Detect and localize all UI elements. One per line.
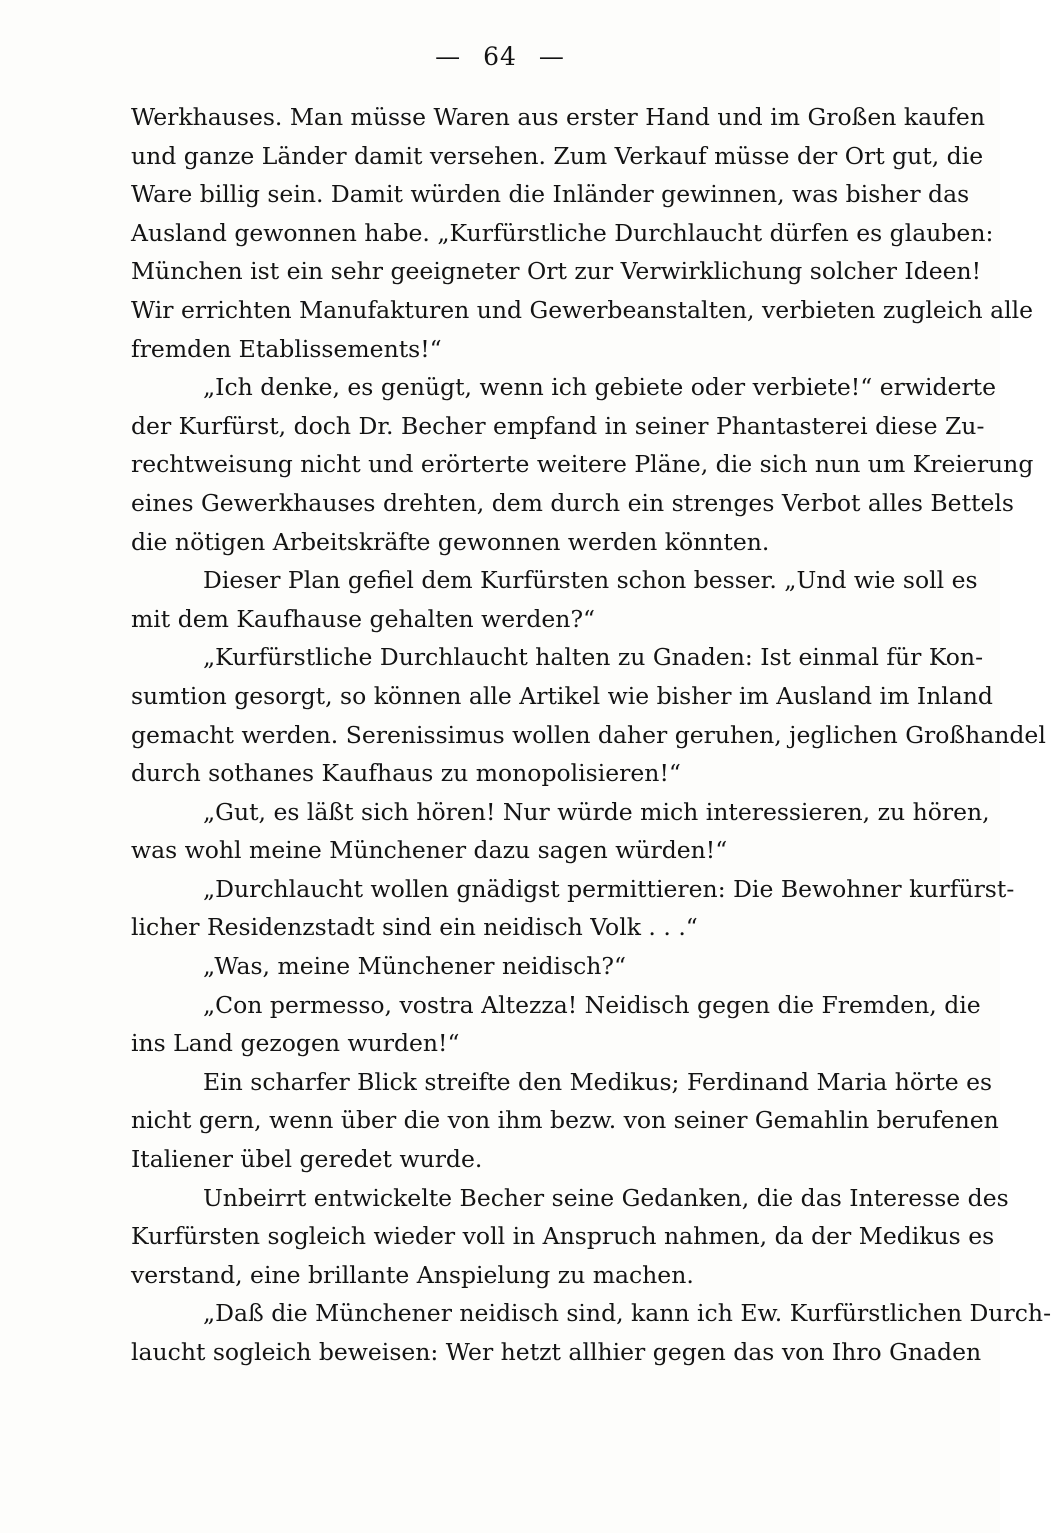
- text-line: gemacht werden. Serenissimus wollen daher geruhen, jeglichen Großhandel: [131, 720, 1046, 749]
- text-line: laucht sogleich beweisen: Wer hetzt allhier gegen das von Ihro Gnaden: [131, 1338, 982, 1366]
- text-line: Werkhauses. Man müsse Waren aus erster Hand und im Großen kaufen: [131, 103, 985, 131]
- text-line: Ware billig sein. Damit würden die Inländer gewinnen, was bisher das: [131, 180, 970, 209]
- text-line: der Kurfürst, doch Dr. Becher empfand in seiner Phantasterei diese Zu-: [131, 411, 985, 440]
- text-line: „Con permesso, vostra Altezza! Neidisch gegen die Fremden, die: [203, 990, 981, 1019]
- text-line: Kurfürsten sogleich wieder voll in Anspruch nahmen, da der Medikus es: [131, 1222, 995, 1251]
- text-line: eines Gewerkhauses drehten, dem durch ein strenges Verbot alles Bettels: [131, 488, 1014, 517]
- paragraph: [131, 870, 1015, 947]
- text-line: nicht gern, wenn über die von ihm bezw. von seiner Gemahlin berufenen: [131, 1106, 999, 1135]
- text-line: „Durchlaucht wollen gnädigst permittieren: Die Bewohner kurfürst-: [203, 874, 1015, 903]
- text-line: München ist ein sehr geeigneter Ort zur Verwirklichung solcher Ideen!: [131, 257, 982, 286]
- text-line: „Ich denke, es genügt, wenn ich gebiete oder verbiete!“ erwiderte: [203, 373, 997, 402]
- text-line: „Daß die Münchener neidisch sind, kann ich Ew. Kurfürstlichen Durch-: [203, 1299, 1051, 1328]
- page-number: 64: [483, 42, 517, 71]
- text-line: „Was, meine Münchener neidisch?“: [203, 952, 627, 981]
- text-line: verstand, eine brillante Anspielung zu machen.: [131, 1260, 694, 1289]
- page-number-dash-left: —: [435, 42, 462, 71]
- paragraph: [131, 986, 981, 1063]
- paragraph: [131, 1063, 999, 1179]
- text-line: Ein scharfer Blick streifte den Medikus; Ferdinand Maria hörte es: [203, 1067, 993, 1096]
- text-line: Ausland gewonnen habe. „Kurfürstliche Durchlaucht dürfen es glauben:: [131, 218, 994, 247]
- text-line: licher Residenzstadt sind ein neidisch Volk . . .“: [131, 913, 698, 942]
- paragraph: [131, 638, 1046, 792]
- paragraph: [131, 793, 990, 870]
- text-line: mit dem Kaufhause gehalten werden?“: [131, 604, 596, 633]
- text-line: ins Land gezogen wurden!“: [131, 1029, 460, 1058]
- page-number-header: [0, 42, 1000, 71]
- paragraph: [131, 98, 1034, 368]
- page-number-dash-right: —: [538, 42, 565, 71]
- text-line: Italiener übel geredet wurde.: [131, 1145, 483, 1174]
- paragraph: [131, 947, 963, 986]
- text-line: durch sothanes Kaufhaus zu monopolisieren!“: [131, 759, 681, 788]
- text-line: „Kurfürstliche Durchlaucht halten zu Gnaden: Ist einmal für Kon-: [203, 643, 984, 672]
- text-line: und ganze Länder damit versehen. Zum Verkauf müsse der Ort gut, die: [131, 141, 984, 170]
- text-line: Dieser Plan gefiel dem Kurfürsten schon besser. „Und wie soll es: [203, 566, 978, 595]
- text-line: was wohl meine Münchener dazu sagen würden!“: [131, 836, 728, 865]
- text-line: Wir errichten Manufakturen und Gewerbeanstalten, verbieten zugleich alle: [131, 295, 1034, 324]
- text-line: fremden Etablissements!“: [131, 334, 442, 363]
- text-line: die nötigen Arbeitskräfte gewonnen werden könnten.: [131, 527, 770, 556]
- paragraph: [131, 561, 978, 638]
- text-line: „Gut, es läßt sich hören! Nur würde mich interessieren, zu hören,: [203, 797, 990, 826]
- body-text: [131, 98, 1051, 1372]
- text-line: Unbeirrt entwickelte Becher seine Gedanken, die das Interesse des: [203, 1183, 1009, 1212]
- paragraph: [131, 1294, 1051, 1371]
- paragraph: [131, 368, 1034, 561]
- text-line: sumtion gesorgt, so können alle Artikel wie bisher im Ausland im Inland: [131, 681, 993, 710]
- paragraph: [131, 1179, 1009, 1295]
- text-line: rechtweisung nicht und erörterte weitere Pläne, die sich nun um Kreierung: [131, 450, 1034, 479]
